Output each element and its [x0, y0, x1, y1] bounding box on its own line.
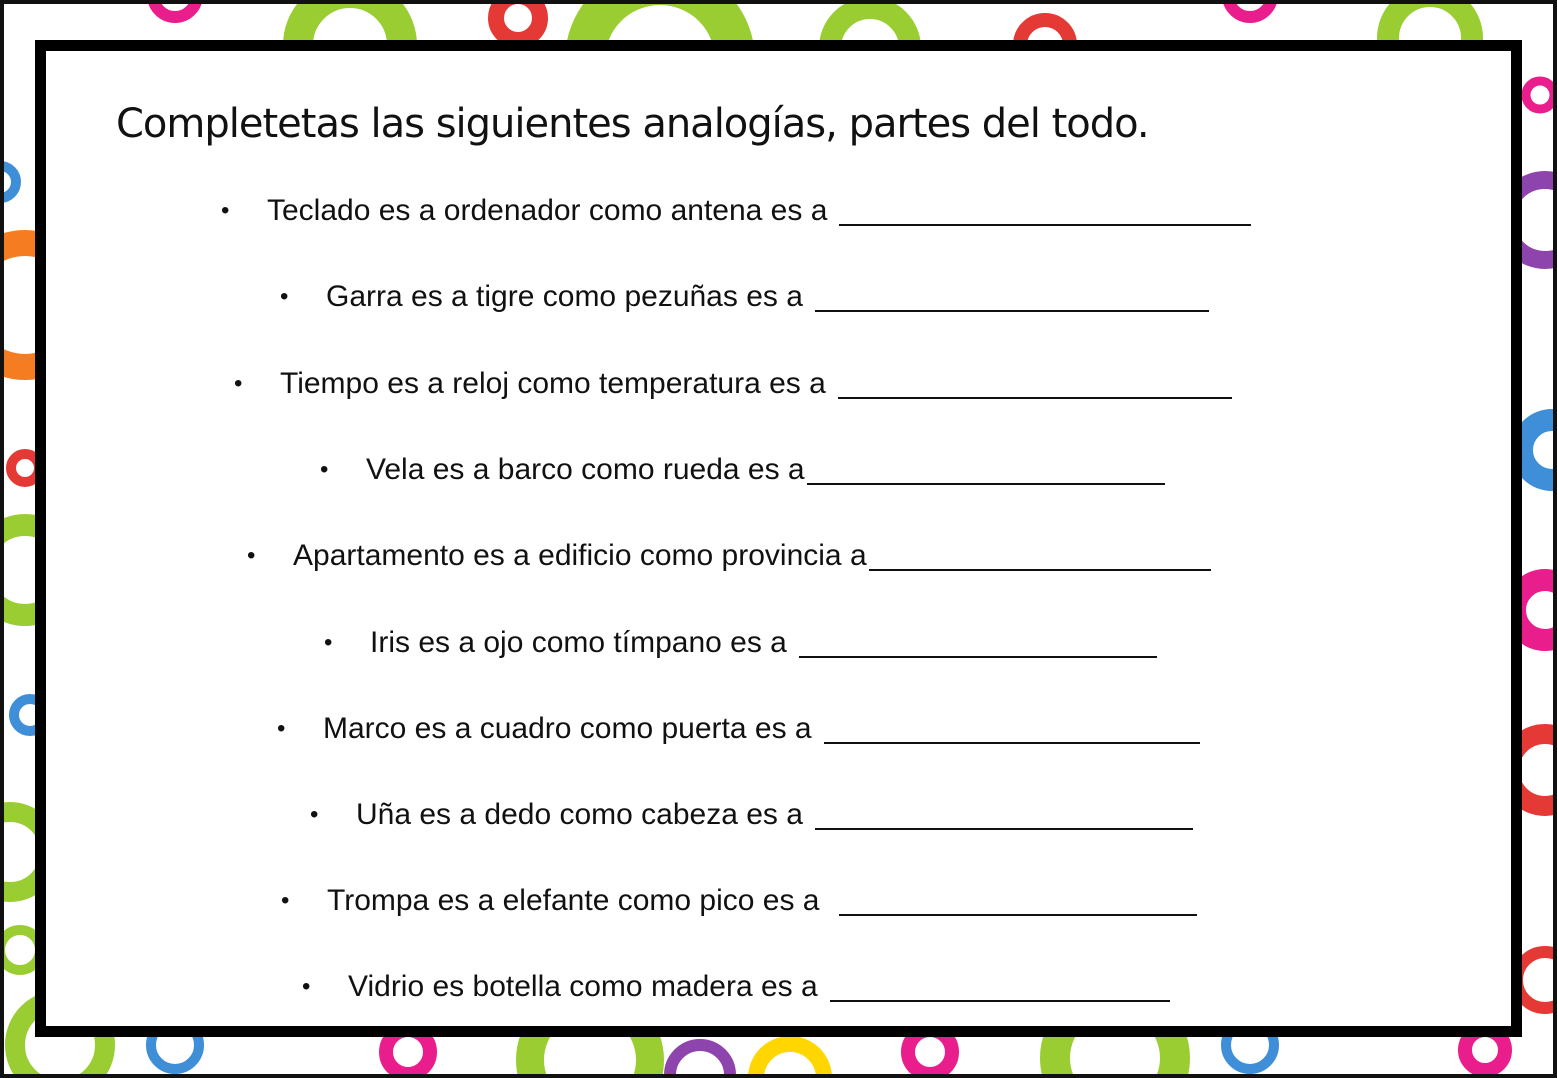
- analogy-text: Trompa es a elefante como pico es a: [327, 884, 820, 917]
- answer-blank[interactable]: [824, 714, 1200, 744]
- decor-ring: [496, 0, 540, 40]
- decor-ring: [1522, 420, 1557, 480]
- decor-ring: [0, 930, 40, 970]
- analogy-item: [221, 191, 1251, 231]
- bullet-icon: •: [247, 542, 256, 569]
- analogy-text: Marco es a cuadro como puerta es a: [323, 712, 812, 745]
- bullet-icon: •: [320, 456, 329, 483]
- analogy-text: Vela es a barco como rueda es a: [366, 453, 805, 486]
- analogy-text: Iris es a ojo como tímpano es a: [370, 626, 787, 659]
- bullet-icon: •: [277, 715, 286, 742]
- analogy-text: Garra es a tigre como pezuñas es a: [326, 280, 803, 313]
- answer-blank[interactable]: [799, 628, 1157, 658]
- analogy-text: Apartamento es a edificio como provincia a: [293, 539, 867, 572]
- analogy-item: [310, 795, 1193, 835]
- bullet-icon: •: [324, 629, 333, 656]
- worksheet-title: Completetas las siguientes analogías, partes del todo.: [116, 101, 1149, 147]
- decor-ring: [1228, 0, 1272, 17]
- decor-ring: [1517, 952, 1557, 1008]
- analogy-item: [281, 881, 1197, 921]
- analogy-text: Teclado es a ordenador como antena es a: [267, 194, 828, 227]
- analogy-text: Uña es a dedo como cabeza es a: [356, 798, 803, 831]
- answer-blank[interactable]: [830, 972, 1170, 1002]
- answer-blank[interactable]: [838, 369, 1232, 399]
- answer-blank[interactable]: [815, 282, 1209, 312]
- bullet-icon: •: [234, 370, 243, 397]
- analogy-item: [324, 623, 1157, 663]
- bullet-icon: •: [221, 197, 230, 224]
- analogy-item: [277, 709, 1200, 749]
- decor-ring: [1526, 81, 1554, 109]
- decor-ring: [0, 166, 16, 198]
- analogy-item: [320, 450, 1165, 490]
- answer-blank[interactable]: [839, 886, 1197, 916]
- analogy-item: [247, 536, 1211, 576]
- decor-ring: [670, 1045, 730, 1078]
- bullet-icon: •: [310, 801, 319, 828]
- analogy-text: Tiempo es a reloj como temperatura es a: [280, 367, 826, 400]
- bullet-icon: •: [302, 973, 311, 1000]
- analogy-item: [280, 277, 1209, 317]
- decor-ring: [153, 0, 197, 17]
- answer-blank[interactable]: [815, 800, 1193, 830]
- bullet-icon: •: [280, 283, 289, 310]
- bullet-icon: •: [281, 887, 290, 914]
- answer-blank[interactable]: [869, 541, 1211, 571]
- analogy-item: [234, 364, 1232, 404]
- answer-blank[interactable]: [839, 196, 1251, 226]
- worksheet-card: [35, 40, 1522, 1037]
- analogy-item: [302, 967, 1170, 1007]
- analogy-text: Vidrio es botella como madera es a: [348, 970, 818, 1003]
- answer-blank[interactable]: [807, 455, 1165, 485]
- decor-ring: [756, 1044, 824, 1078]
